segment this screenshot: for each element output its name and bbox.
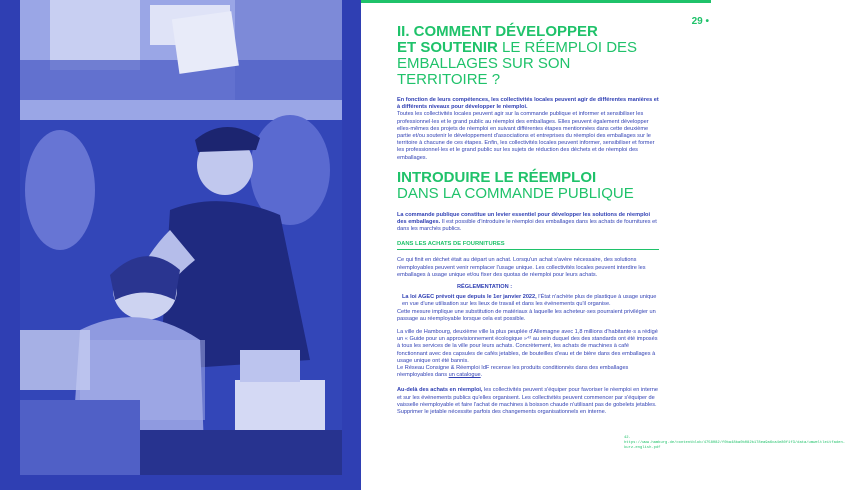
achats-paragraph <box>397 387 659 409</box>
section2-title <box>397 170 659 202</box>
top-rule <box>361 0 711 3</box>
reseau-paragraph <box>397 365 659 379</box>
section2-intro-rest: Il est possible d'introduire le réemploi des emballages dans les achats de fournitures et dans les marchés publics. <box>397 219 657 233</box>
section1-title-bold: II. COMMENT DÉVELOPPER <box>397 23 598 40</box>
section1-title-bold2: ET SOUTENIR <box>397 39 498 56</box>
footnote-link[interactable]: 42. https://www.hamburg.de/contentblob/4758082/f0ba48ba0b082b178ea9a6ca4e80f1f3/data/umweltleitfaden-kurz-english.pdf <box>624 436 845 450</box>
last-paragraph: Supprimer le jetable nécessite parfois des changements organisationnels en interne. <box>397 409 607 416</box>
page-number: 29 • <box>691 16 709 27</box>
right-page <box>361 0 845 490</box>
reglementation-text <box>397 294 659 308</box>
page-content <box>397 24 659 416</box>
catalogue-link[interactable]: un catalogue <box>448 372 481 379</box>
section1-title-rest: LE RÉEMPLOI DES EMBALLAGES SUR SON TERRITOIRE ? <box>397 39 638 88</box>
fournitures-paragraph: Ce qui finit en déchet était au départ un achat. Lorsqu'un achat s'avère nécessaire, des solutions réemployables peuvent venir remplacer l'usage unique. Les collectivités locales peuvent interdire les emballages à usage unique et/ou fixer des quotas de réemploi pour leurs achats. <box>397 257 646 278</box>
reglementation-p2: Cette mesure implique une substitution de matériaux à laquelle les acheteur·ses pourraient privilégier un passage au réemployable lorsque cela est possible. <box>397 308 656 322</box>
section2-intro-bold: La commande publique constitue un levier essentiel pour développer les solutions de réemploi des emballages. <box>397 211 651 226</box>
left-page <box>0 0 361 490</box>
sub-heading-fournitures: DANS LES ACHATS DE FOURNITURES <box>397 241 659 250</box>
section2-title-bold: INTRODUIRE LE RÉEMPLOI <box>397 168 597 186</box>
achats-rest: les collectivités peuvent s'équiper pour favoriser le réemploi en interne et sur les événements publics qu'elles organisent. Les collectivités peuvent commencer par s'équiper de vaisselle réemployable et faire l'achat de machines à boisson chaude n'utilisant pas de gobelets jetables. <box>397 387 658 408</box>
section1-body: Toutes les collectivités locales peuvent agir sur la commande publique et informer et sensibiliser les professionnel·les et le grand public au réemploi des emballages. Elles peuvent également développer elles-mêmes des projets de réemploi en suivant différentes étapes mentionnées dans cette deuxième partie et/ou soutenir le développement d'associations et entreprises du réemploi des emballages sur le territoire à chacune de ces étapes. Enfin, les collectivités locales peuvent informer, sensibiliser et former les professionnel·les et le grand public sur les sujets de réduction des déchets et de réemploi des emballages. <box>397 111 655 161</box>
section1-intro: En fonction de leurs compétences, les collectivités locales peuvent agir de différentes manières et à différents niveaux pour développer le réemploi. <box>397 97 659 111</box>
market-photo-illustration <box>20 0 342 475</box>
section2-title-rest: DANS LA COMMANDE PUBLIQUE <box>397 184 634 202</box>
hamburg-paragraph: La ville de Hambourg, deuxième ville la plus peuplée d'Allemagne avec 1,8 millions d'habitante·s a rédigé un « Guide pour un approvisionnement écologique »⁴² au sein duquel des des standards ont été imposés à tous les services de la ville pour leurs achats. Concrètement, les achats de machines à café fonctionnant avec des capsules de cafés jetables, de bouteilles d'eau et de bière dans des emballages à usage unique ont été bannis. <box>397 329 658 364</box>
achats-bold: Au-delà des achats en réemploi, <box>397 387 483 394</box>
reglementation-rest: l'État n'achète plus de plastique à usage unique en vue d'une utilisation sur les lieux de travail et dans les événements qu'il organise. <box>402 294 657 308</box>
section2-intro <box>397 212 659 234</box>
section1-title <box>397 24 659 88</box>
reseau-prefix: Le Réseau Consigne & Réemploi IdF recense les produits conditionnés dans des emballages réemployables dans <box>397 365 629 379</box>
market-photo <box>20 0 342 475</box>
reglementation-label: RÉGLEMENTATION : <box>457 284 513 291</box>
reseau-suffix: . <box>480 372 483 379</box>
reglementation-bold: La loi AGEC prévoit que depuis le 1er janvier 2022, <box>402 294 537 301</box>
